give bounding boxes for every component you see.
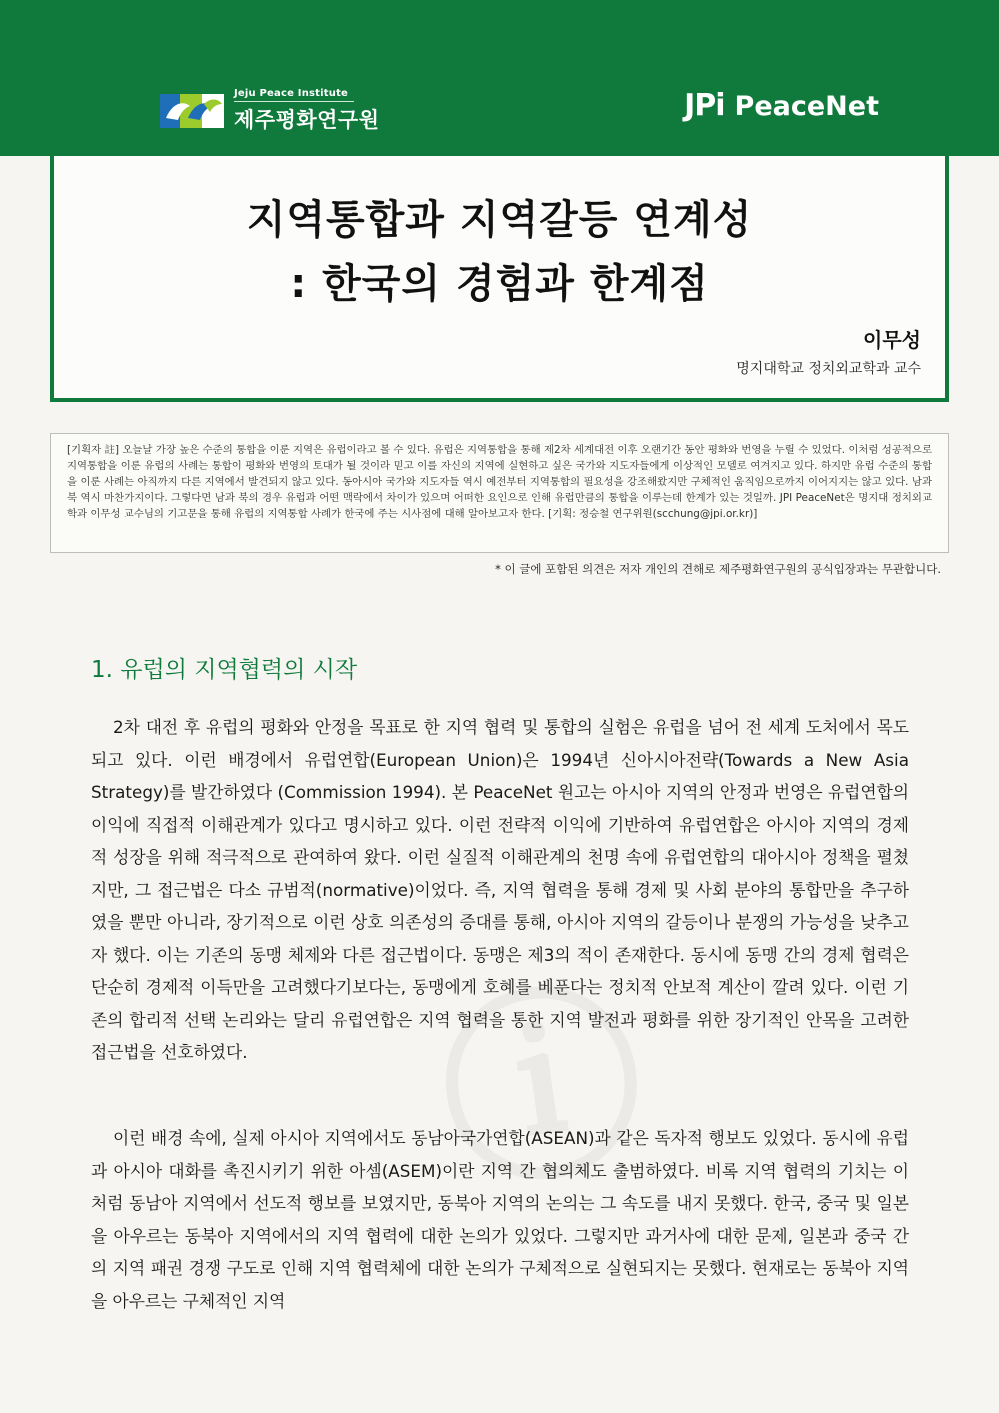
jeju-peace-institute-logo[interactable]	[160, 88, 380, 134]
author-affiliation: 명지대학교 정치외교학과 교수	[736, 361, 921, 377]
logo-text-block	[234, 88, 380, 134]
disclaimer-text: * 이 글에 포함된 의견은 저자 개인의 견해로 제주평화연구원의 공식입장과는 무관합니다.	[495, 562, 941, 576]
page-title-line-1: 지역통합과 지역갈등 연계성	[246, 197, 753, 243]
editor-note-text: [기획자 註] 오늘날 가장 높은 수준의 통합을 이룬 지역은 유럽이라고 볼 수 있다. 유럽은 지역통합을 통해 제2차 세계대전 이후 오랜기간 동안 평화와 번영을 누릴 수 있었다. 이처럼 성공적으로 지역통합을 이룬 유럽의 사례는 통합이 평화와 번영의 토대가 될 것이라 믿고 이를 자신의 지역에 실현하고 싶은 국가와 지도자들에게 이상적인 모델로 여겨지고 있다. 하지만 유럽 수준의 통합을 이룬 사례는 아직까지 다른 지역에서 발견되지 않고 있다. 동아시아 국가와 지도자들 역시 예전부터 지역통합의 필요성을 강조해왔지만 구체적인 움직임으로까지 이어지지는 않고 있다. 남과 북 역시 마찬가지이다. 그렇다면 남과 북의 경우 유럽과 어떤 맥락에서 차이가 있으며 어떠한 요인으로 인해 유럽만큼의 통합을 이루는데 한계가 있는 것일까. JPI PeaceNet은 명지대 정치외교학과 이무성 교수님의 기고문을 통해 유럽의 지역통합 사례가 한국에 주는 시사점에 대해 알아보고자 한다. [기획: 정승철 연구위원(scchung@jpi.or.kr)]	[67, 444, 932, 520]
section-heading: 1. 유럽의 지역협력의 시작	[91, 657, 358, 683]
body-paragraph-1: 2차 대전 후 유럽의 평화와 안정을 목표로 한 지역 협력 및 통합의 실험은 유럽을 넘어 전 세계 도처에서 목도되고 있다. 이런 배경에서 유럽연합(European Union)은 1994년 신아시아전략(Towards a New Asia Strategy)를 발간하였다 (Commission 1994). 본 PeaceNet 원고는 아시아 지역의 안정과 번영은 유럽연합의 이익에 직접적 이해관계가 있다고 명시하고 있다. 이런 전략적 이익에 기반하여 유럽연합은 아시아 지역의 경제적 성장을 위해 적극적으로 관여하여 왔다. 이런 실질적 이해관계의 천명 속에 유럽연합의 대아시아 정책을 펼쳤지만, 그 접근법은 다소 규범적(normative)이었다. 즉, 지역 협력을 통해 경제 및 사회 분야의 통합만을 추구하였을 뿐만 아니라, 장기적으로 이런 상호 의존성의 증대를 통해, 아시아 지역의 갈등이나 분쟁의 가능성을 낮추고자 했다. 이는 기존의 동맹 체제와 다른 접근법이다. 동맹은 제3의 적이 존재한다. 동시에 동맹 간의 경제 협력은 단순히 경제적 이득만을 고려했다기보다는, 동맹에게 호혜를 베푼다는 정치적 안보적 계산이 깔려 있다. 이런 기존의 합리적 선택 논리와는 달리 유럽연합은 지역 협력을 통한 지역 발전과 평화를 위한 장기적인 안목을 고려한 접근법을 선호하였다.	[91, 717, 909, 1062]
author-name: 이무성	[863, 328, 921, 352]
title-frame	[50, 48, 949, 402]
body-paragraph-2: 이런 배경 속에, 실제 아시아 지역에서도 동남아국가연합(ASEAN)과 같은 독자적 행보도 있었다. 동시에 유럽과 아시아 대화를 촉진시키기 위한 아셈(ASEM)이란 지역 간 협의체도 출범하였다. 비록 지역 협력의 기치는 이처럼 동남아 지역에서 선도적 행보를 보였지만, 동북아 지역의 논의는 그 속도를 내지 못했다. 한국, 중국 및 일본을 아우르는 동북아 지역에서의 지역 협력에 대한 논의가 있었다. 그렇지만 과거사에 대한 문제, 일본과 중국 간의 지역 패권 경쟁 구도로 인해 지역 협력체에 대한 논의가 구체적으로 실현되지는 못했다. 현재로는 동북아 지역을 아우르는 구체적인 지역	[91, 1128, 909, 1311]
dove-logo-icon	[160, 90, 226, 132]
logo-korean-name: 제주평화연구원	[234, 108, 380, 132]
page-title-line-2: : 한국의 경험과 한계점	[290, 261, 709, 307]
jpi-peacenet-logo[interactable]	[684, 88, 879, 123]
jpi-wordmark: JPi	[684, 88, 725, 123]
peacenet-wordmark: PeaceNet	[734, 91, 879, 122]
logo-english-name: Jeju Peace Institute	[234, 88, 354, 102]
editor-note-box	[50, 433, 949, 553]
frame-header	[54, 52, 945, 156]
